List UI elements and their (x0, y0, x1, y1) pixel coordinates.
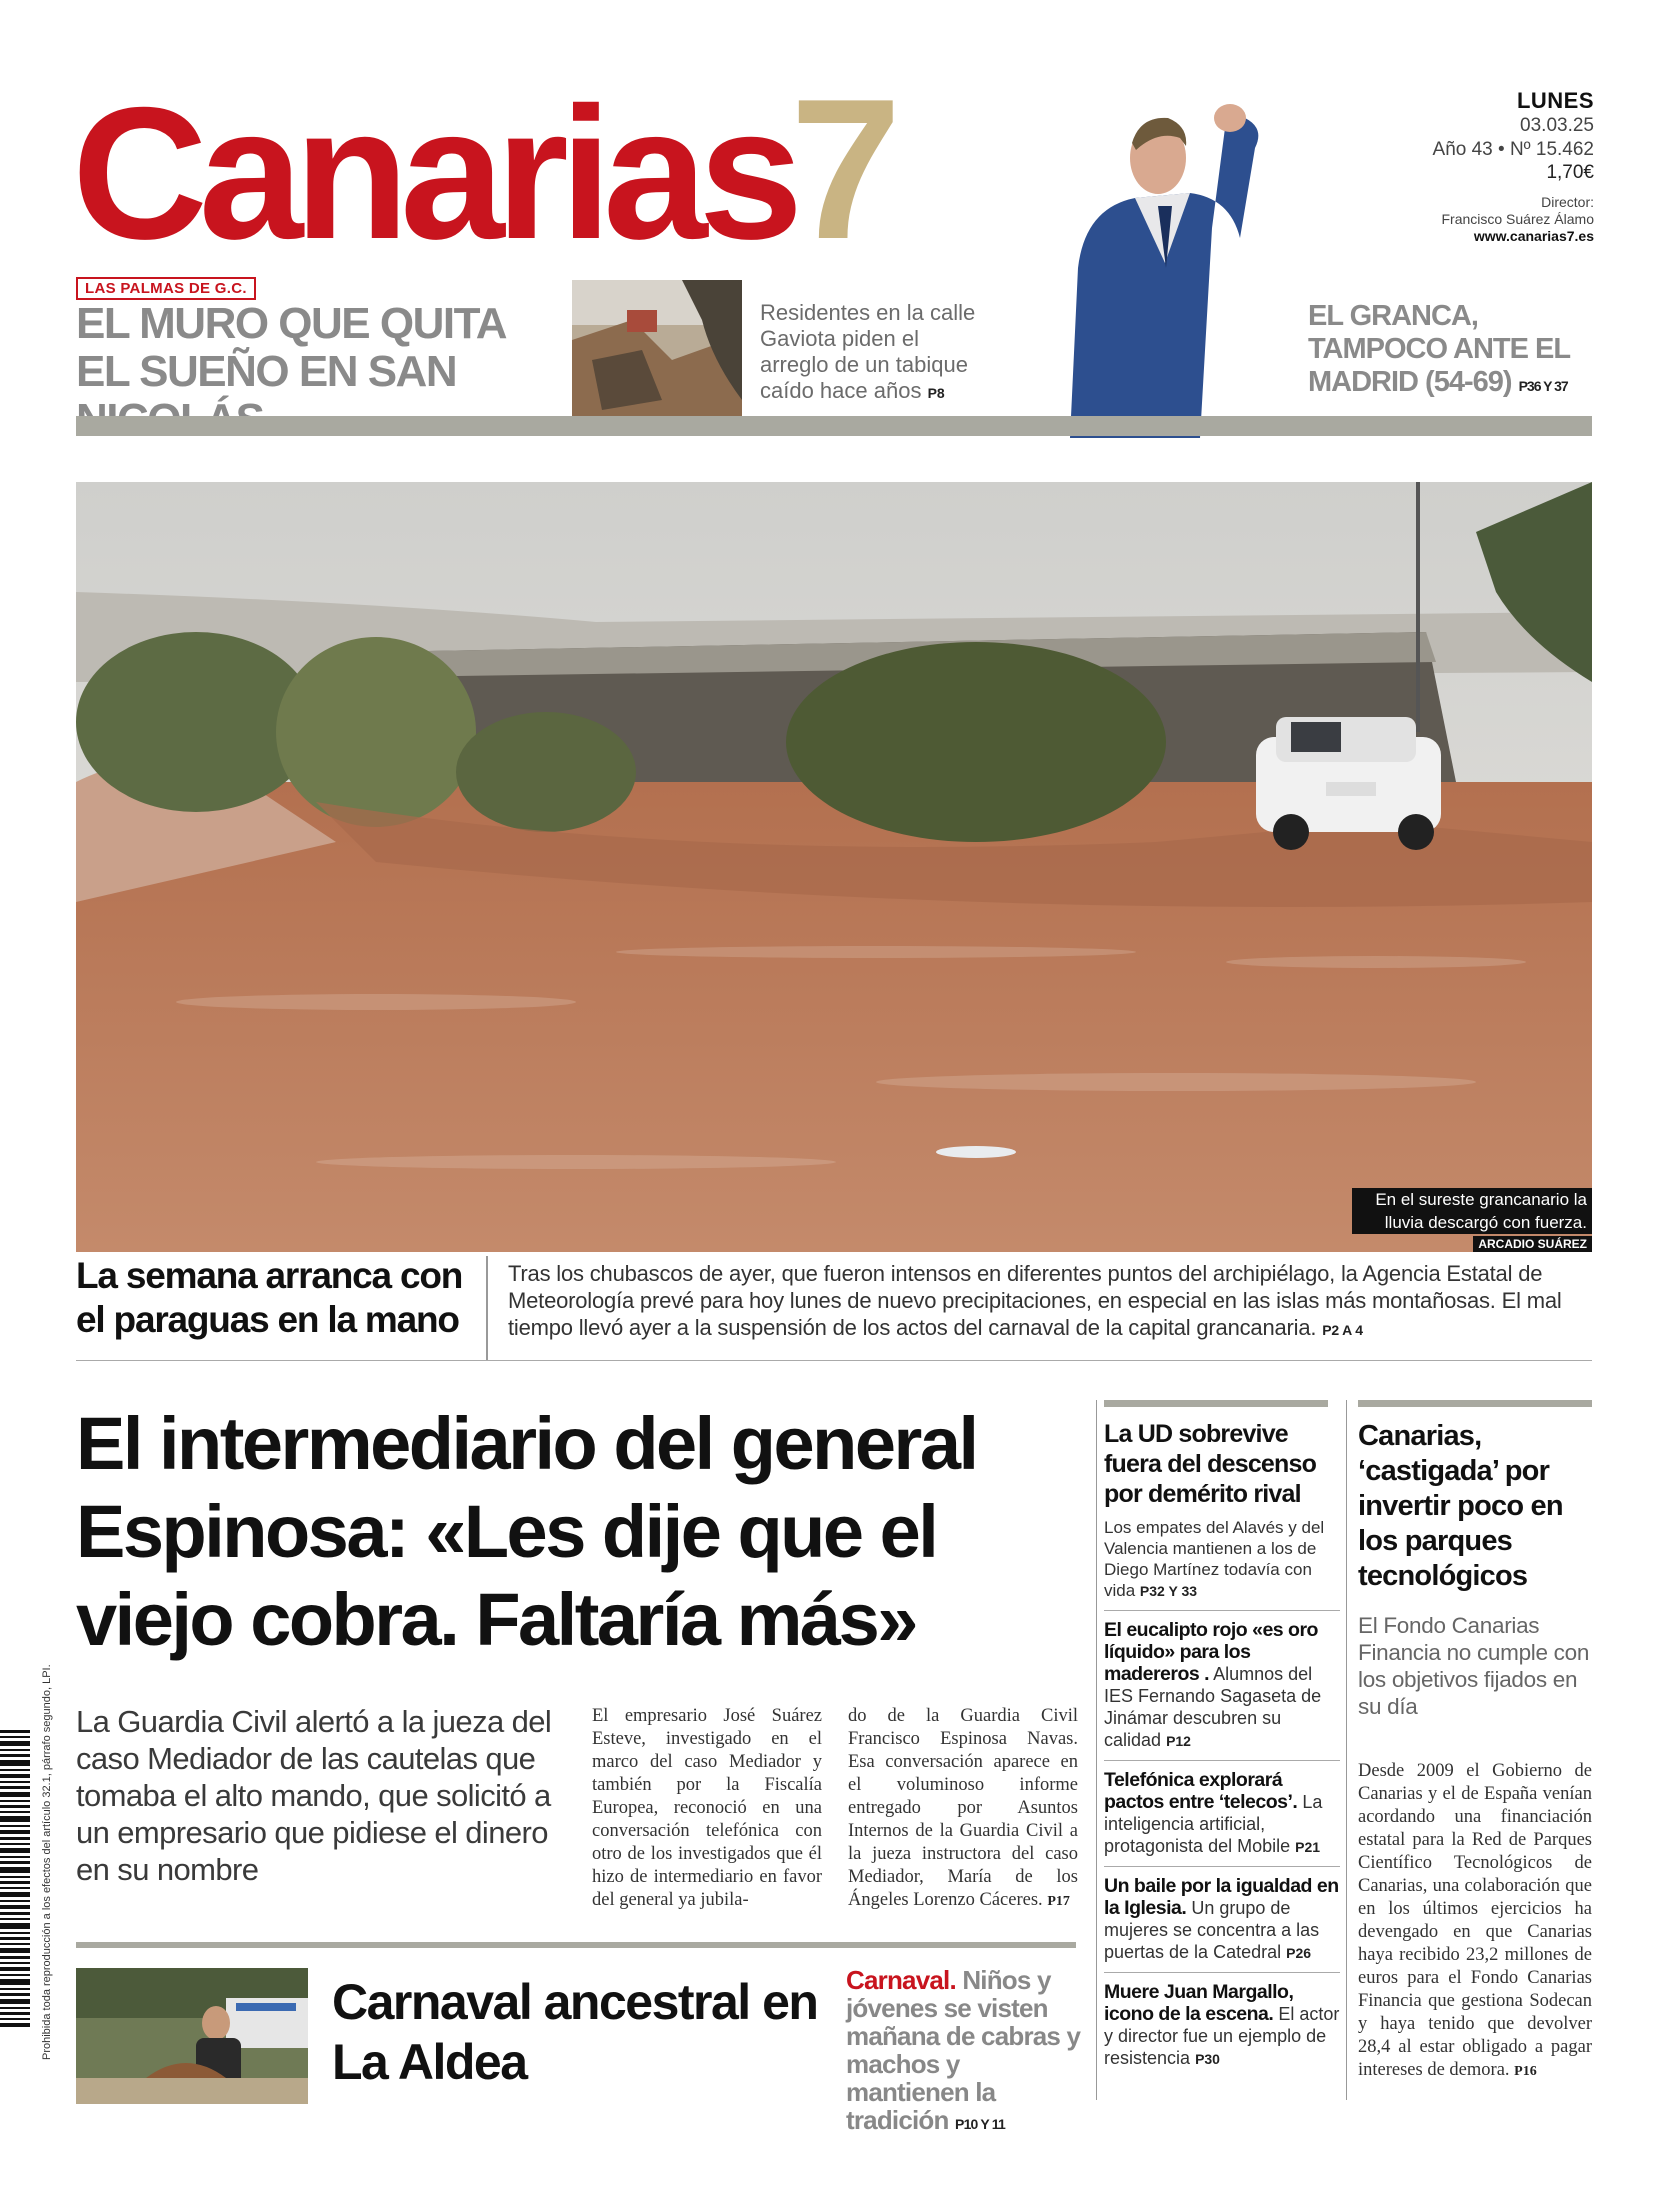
carnaval-teaser (846, 1966, 1086, 2138)
brief-margallo[interactable] (1104, 1981, 1340, 2078)
granca-pageref: P36 Y 37 (1518, 378, 1568, 394)
parques-body (1358, 1760, 1592, 2083)
parques-body-text: Desde 2009 el Gobierno de Canarias y el de España venían acordando una financiación estatal para la Red de Parques Científico Tecnológicos de Canarias, una colaboración que en los últimos ejercicios ha devengado en que Canarias haya recibido 23,2 millones de euros para el Fondo Canarias Financia que gestiona Sodecan y haya tenido que devolver 28,4 al estar obligado a pagar intereses de demora. (1358, 1761, 1592, 2080)
brief-ud-headline: La UD sobrevive fuera del descenso por demérito rival (1104, 1420, 1317, 1508)
brief-ud-text: Los empates del Alavés y del Valencia mantienen a los de Diego Martínez todavía con vida (1104, 1518, 1325, 1600)
caption-text: En el sureste grancanario la lluvia descargó con fuerza. (1352, 1188, 1592, 1234)
column-divider (1346, 1400, 1347, 2100)
teaser-headline-right[interactable] (1308, 300, 1608, 403)
flood-photo (76, 482, 1592, 1252)
lead-body-col1: El empresario José Suárez Esteve, investigado en el marco del caso Mediador y también por la Fiscalía Europea, reconoció en una conversación telefónica con otro de los investigados que él hizo de intermediario en favor del general ya jubila- (592, 1706, 822, 1910)
brief-pageref: P21 (1295, 1839, 1321, 1855)
brief-eucalipto[interactable] (1104, 1619, 1340, 1761)
legal-notice: Prohibida toda reproducción a los efectos del artículo 32.1, párrafo segundo, LPI. (41, 1664, 53, 2060)
carnaval-text: Niños y jóvenes se visten mañana de cabras y machos y mantienen la tradición (846, 1965, 1081, 2135)
column-topbar (1358, 1400, 1592, 1407)
brief-text: La inteligencia artificial, protagonista del Mobile (1104, 1792, 1323, 1856)
brief-pageref: P26 (1286, 1945, 1312, 1961)
carnaval-headline[interactable]: Carnaval ancestral en La Aldea (332, 1974, 818, 2090)
weather-pageref: P2 A 4 (1322, 1322, 1363, 1338)
lead-body-col2-text: do de la Guardia Civil Francisco Espinosa Navas. Esa conversación aparece en el voluminoso informe entregado por Asuntos Internos de la Guardia Civil a la jueza instructora del caso Mediador, María de los Ángeles Lorenzo Cáceres. (848, 1706, 1078, 1910)
briefs-column (1104, 1400, 1344, 2086)
parques-story (1358, 1400, 1592, 2083)
wall-photo (572, 280, 742, 420)
section-rule (76, 1360, 1592, 1361)
brief-ud[interactable] (1104, 1419, 1340, 1611)
carnaval-pageref: P10 Y 11 (955, 2116, 1005, 2132)
parques-headline[interactable]: Canarias, ‘castigada’ por invertir poco en los parques tecnológicos (1358, 1420, 1563, 1592)
issue-number: Año 43 • Nº 15.462 (1432, 139, 1594, 160)
photo-credit: ARCADIO SUÁREZ (1473, 1236, 1592, 1252)
column-divider (1096, 1400, 1097, 2100)
brief-bold: Telefónica explorará pactos entre ‘telecos’. (1104, 1769, 1298, 1813)
brief-bold: El eucalipto rojo «es oro líquido» para los madereros . (1104, 1619, 1318, 1685)
brief-pageref: P12 (1166, 1733, 1191, 1749)
brief-text: Alumnos del IES Fernando Sagaseta de Jinámar descubren su calidad (1104, 1664, 1322, 1750)
teaser-subtext-left (760, 300, 990, 406)
weather-headline[interactable]: La semana arranca con el paraguas en la mano (76, 1255, 463, 1340)
brief-text: Un grupo de mujeres se concentra a las puertas de la Catedral (1104, 1898, 1320, 1962)
lead-body-col2 (848, 1705, 1078, 1913)
brief-telefonica[interactable] (1104, 1769, 1340, 1867)
brief-baile[interactable] (1104, 1875, 1340, 1973)
director-label: Director: (1541, 194, 1594, 210)
teaser-subtext: Residentes en la calle Gaviota piden el arreglo de un tabique caído hace años (760, 300, 976, 403)
photo-caption (1352, 1188, 1592, 1253)
coach-photo (1040, 88, 1270, 438)
brief-ud-text-wrap (1104, 1517, 1340, 1602)
column-divider (486, 1256, 488, 1360)
lead-subheadline: La Guardia Civil alertó a la jueza del caso Mediador de las cautelas que tomaba el alto mando, que solicitó a un empresario que pidiese el dinero en su nombre (76, 1704, 552, 1887)
granca-headline: EL GRANCA, TAMPOCO ANTE EL MADRID (54-69) (1308, 300, 1570, 398)
issue-day: LUNES (1516, 88, 1594, 113)
lead-headline[interactable]: El intermediario del general Espinosa: «Les dije que el viejo cobra. Faltaría más» (76, 1402, 977, 1661)
bottom-divider (76, 1942, 1076, 1948)
issue-date: 03.03.25 (1520, 115, 1594, 136)
parques-subheadline: El Fondo Canarias Financia no cumple con los objetivos fijados en su día (1358, 1613, 1590, 1719)
weather-body: Tras los chubascos de ayer, que fueron intensos en diferentes puntos del archipiélago, la Agencia Estatal de Meteorología prevé para hoy lunes de nuevo precipitaciones, en especial en las islas más montañosas. El mal tiempo llevó ayer a la suspensión de los actos del carnaval de la capital grancanaria. (508, 1261, 1562, 1340)
teaser-pageref: P8 (927, 385, 945, 401)
lead-pageref: P17 (1047, 1894, 1070, 1909)
brief-bold: Muere Juan Margallo, icono de la escena. (1104, 1981, 1294, 2025)
section-divider (76, 416, 1592, 436)
brief-text: El actor y director fue un ejemplo de resistencia (1104, 2004, 1340, 2068)
carnaval-photo (76, 1968, 308, 2104)
carnaval-kicker: Carnaval. (846, 1965, 956, 1995)
brief-bold: Un baile por la igualdad en la Iglesia. (1104, 1875, 1339, 1919)
logo-number: 7 (790, 58, 902, 281)
barcode (0, 1664, 62, 2070)
parques-pageref: P16 (1514, 2064, 1537, 2079)
brief-ud-pageref: P32 Y 33 (1139, 1583, 1198, 1599)
weather-text (508, 1260, 1592, 1344)
teaser-headline-left[interactable]: EL MURO QUE QUITA EL SUEÑO EN SAN (76, 299, 505, 396)
city-tag: LAS PALMAS DE G.C. (76, 277, 256, 300)
website-link[interactable]: www.canarias7.es (1473, 228, 1594, 244)
column-topbar (1104, 1400, 1328, 1407)
issue-price: 1,70€ (1546, 162, 1594, 183)
issue-info (1334, 88, 1594, 244)
brief-pageref: P30 (1195, 2051, 1220, 2067)
logo-wordmark: Canarias (72, 68, 795, 278)
director-name: Francisco Suárez Álamo (1441, 211, 1594, 227)
newspaper-logo[interactable] (72, 58, 972, 281)
